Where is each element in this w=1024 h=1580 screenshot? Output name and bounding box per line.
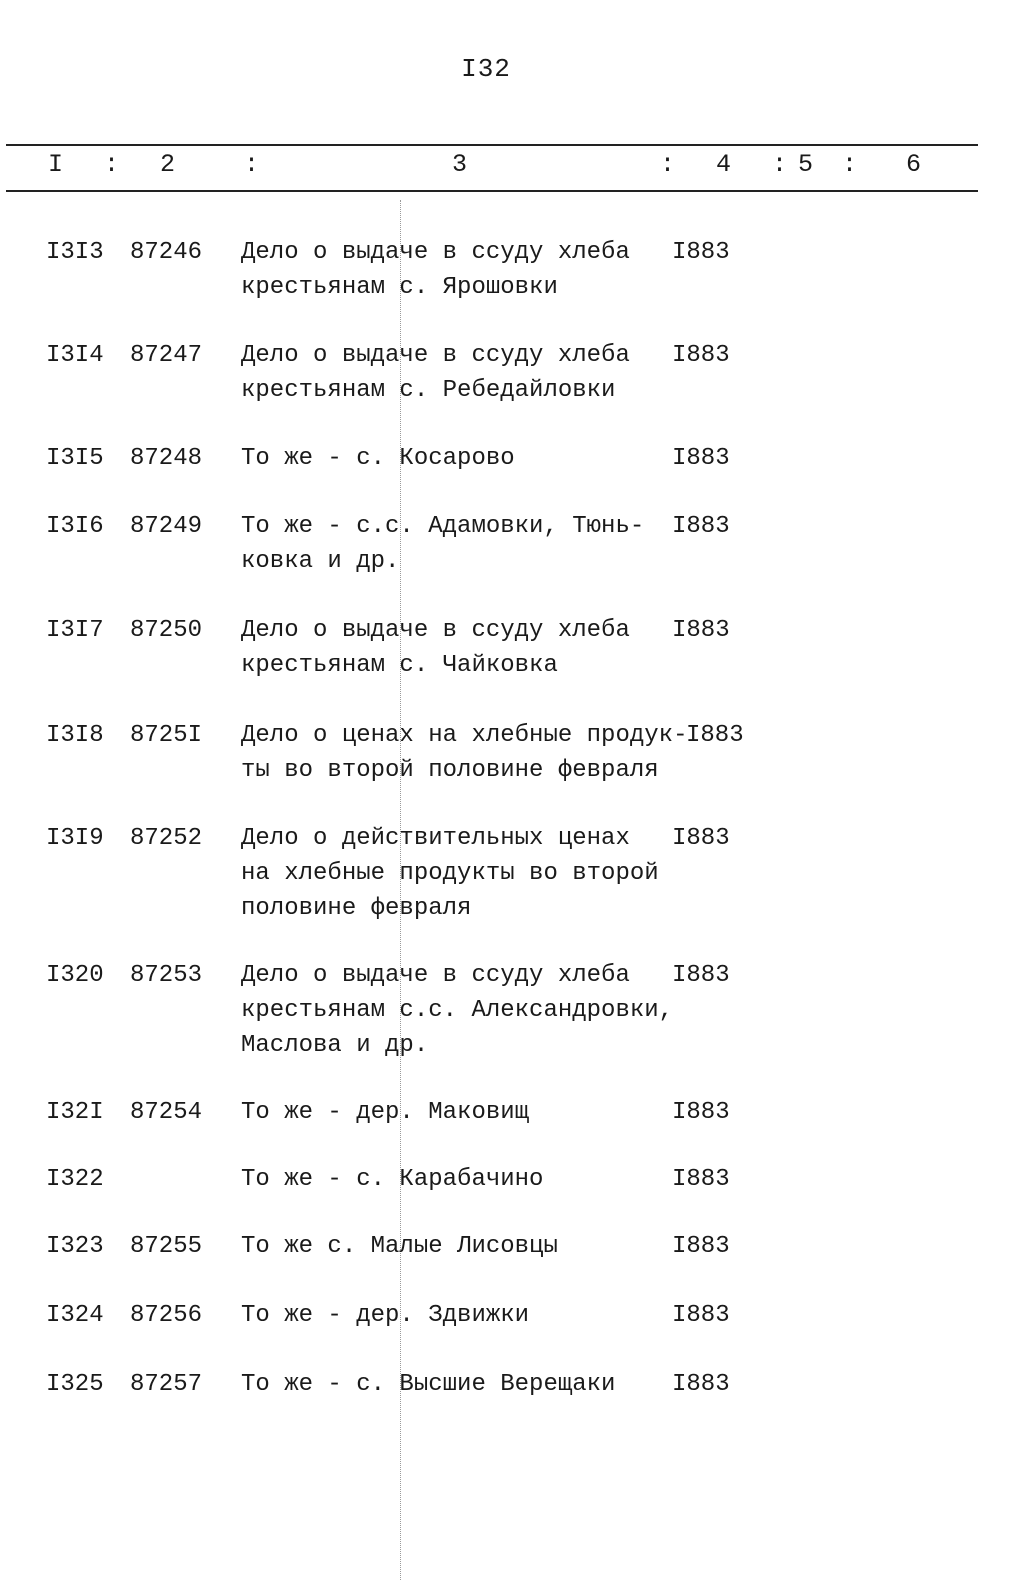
entry-number: I320 xyxy=(46,962,104,989)
entry-year: I883 xyxy=(672,342,730,369)
entry-year: I883 xyxy=(672,445,730,472)
entry-title: То же - дер. Здвижки xyxy=(241,1302,530,1329)
column-header-row xyxy=(0,150,1024,184)
entry-title: То же с. Малые Лисовцы xyxy=(241,1233,558,1260)
entry-code: 87254 xyxy=(130,1099,203,1126)
column-header-2: 2 xyxy=(160,150,176,179)
entry-title: То же - с. Высшие Верещаки xyxy=(241,1371,616,1398)
column-header-1: I xyxy=(48,150,64,179)
entry-number: I3I9 xyxy=(46,825,104,852)
header-top-rule xyxy=(6,144,978,146)
entry-year: I883 xyxy=(672,1233,730,1260)
column-header-4: 4 xyxy=(716,150,732,179)
entry-number: I324 xyxy=(46,1302,104,1329)
entry-year: I883 xyxy=(672,617,730,644)
entry-year: I883 xyxy=(686,722,744,749)
entry-title: То же - дер. Маковищ xyxy=(241,1099,530,1126)
header-bottom-rule xyxy=(6,190,978,192)
entry-code: 87248 xyxy=(130,445,203,472)
entry-number: I3I5 xyxy=(46,445,104,472)
entry-year: I883 xyxy=(672,239,730,266)
entry-title: Дело о выдаче в ссуду хлеба крестьянам с. Чайковка xyxy=(241,617,630,679)
column-separator: : xyxy=(660,150,676,179)
entry-year: I883 xyxy=(672,962,730,989)
entry-number: I3I4 xyxy=(46,342,104,369)
entry-number: I322 xyxy=(46,1166,104,1193)
entry-number: I3I7 xyxy=(46,617,104,644)
entry-code: 87250 xyxy=(130,617,203,644)
column-header-3: 3 xyxy=(452,150,468,179)
page-number: I32 xyxy=(461,54,511,84)
entry-year: I883 xyxy=(672,1099,730,1126)
entry-year: I883 xyxy=(672,825,730,852)
entry-code: 87255 xyxy=(130,1233,203,1260)
entry-title: Дело о ценах на хлебные продук- ты во второй половине февраля xyxy=(241,722,688,784)
column-separator: : xyxy=(772,150,788,179)
entry-title: Дело о выдаче в ссуду хлеба крестьянам с.с. Александровки, Маслова и др. xyxy=(241,962,674,1059)
column-header-5: 5 xyxy=(798,150,814,179)
entry-number: I325 xyxy=(46,1371,104,1398)
entry-title: Дело о выдаче в ссуду хлеба крестьянам с. Ребедайловки xyxy=(241,342,630,404)
column-separator: : xyxy=(842,150,858,179)
entry-number: I3I6 xyxy=(46,513,104,540)
entry-year: I883 xyxy=(672,1166,730,1193)
entry-title: Дело о действительных ценах на хлебные продукты во второй половине февраля xyxy=(241,825,659,922)
entry-number: I32I xyxy=(46,1099,104,1126)
column-separator: : xyxy=(104,150,120,179)
entry-number: I323 xyxy=(46,1233,104,1260)
entry-year: I883 xyxy=(672,513,730,540)
entry-code: 87253 xyxy=(130,962,203,989)
entry-title: Дело о выдаче в ссуду хлеба крестьянам с. Ярошовки xyxy=(241,239,630,301)
entry-code: 87247 xyxy=(130,342,203,369)
entry-number: I3I3 xyxy=(46,239,104,266)
entry-year: I883 xyxy=(672,1302,730,1329)
entry-title: То же - с. Косарово xyxy=(241,445,515,472)
entry-title: То же - с. Карабачино xyxy=(241,1166,544,1193)
entry-number: I3I8 xyxy=(46,722,104,749)
entry-code: 8725I xyxy=(130,722,203,749)
column-separator: : xyxy=(244,150,260,179)
entry-code: 87256 xyxy=(130,1302,203,1329)
entry-title: То же - с.с. Адамовки, Тюнь- ковка и др. xyxy=(241,513,645,575)
entry-code: 87249 xyxy=(130,513,203,540)
entry-year: I883 xyxy=(672,1371,730,1398)
entry-code: 87257 xyxy=(130,1371,203,1398)
entry-code: 87252 xyxy=(130,825,203,852)
column-header-6: 6 xyxy=(906,150,922,179)
entry-code: 87246 xyxy=(130,239,203,266)
